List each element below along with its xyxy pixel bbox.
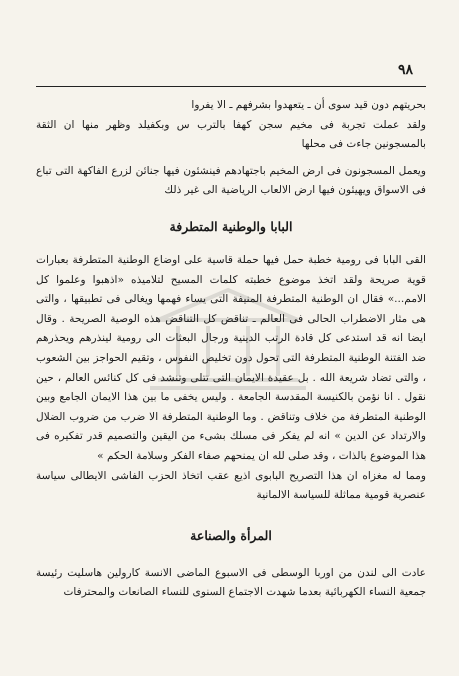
- page-number: ٩٨: [397, 62, 413, 78]
- paragraph: بحريتهم دون قيد سوى أن ـ يتعهدوا بشرفهم ـ الا يفروا: [191, 99, 426, 111]
- paragraph: ويعمل المسجونون فى ارض المخيم باجتهادهم فينشئون فيها جنائن لزرع الفاكهة التى تباع فى الاسواق ويهيئون فيها ارض الالعاب الرياضية الى غير ذلك: [36, 164, 426, 197]
- section-heading: البابا والوطنية المتطرفة: [169, 218, 293, 234]
- paragraph: عادت الى لندن من اوربا الوسطى فى الاسبوع الماضى الانسة كارولين هاسليت رئيسة جمعية النساء الكهربائية بعدما شهدت الاجتماع السنوى للنساء الصانعات والمحترفات: [36, 566, 426, 599]
- paragraph: ولقد عملت تجربة فى مخيم سجن كهفا بالترب س وبكفيلد وظهر منها ان الثقة بالمسجونين جاءت فى محلها: [36, 118, 426, 151]
- paragraph: القى البابا فى رومية خطبة حمل فيها حملة قاسية على اوضاع الوطنية المتطرفة بعبارات قوية صريحة ولقد اتخذ موضوع خطبته كلمات المسيح لتلاميذه «اذهبوا وعلموا كل الامم...» فقال ان الوطنية المتطرفة المنيفة التى يساء فهمها ويغالى فى تطبيقها ، والتى هى مثار الاضطراب الحالى فى العالم ـ تناقض كل التناقض هذه الوصية الصريحة . وقال ايضا انه قد استدعى كل قادة الرتب الدينية ورجال البعثات الى رومية لينذرهم ويحذرهم ضد الفتنة الوطنية المتطرفة التى تحول دون تخليص النفوس ، وتقيم الحواجز بين الشعوب ، والتى تضاد شريعة الله . بل عقيدة الايمان التى تتلى وتنشد فى كل كنائس العالم ، حين نقول . انا نؤمن بالكنيسة المقدسة الجامعة . وليس يخفى ما بين هذا الايمان الجامع وبين الوطنية المتطرفة من خلاف وتناقض . وما الوطنية المتطرفة الا ضرب من ضروب الضلال والارتداد عن الدين » انه لم يفكر فى مسلك بشىء من اليقين والتصميم قدر تفكيره فى هذا الموضوع بالذات ، وقد صلى لله ان يمنحهم صفاء الفكر وسلامة الحكم »: [36, 253, 427, 462]
- header-rule: [36, 86, 426, 87]
- paragraph: ومما له مغزاه ان هذا التصريح البابوى اذيع عقب اتخاذ الحزب الفاشى الايطالى سياسة عنصرية قومية مماثلة للسياسة الالمانية: [36, 469, 426, 502]
- article-body: [36, 96, 426, 603]
- section-heading: المرأة والصناعة: [190, 527, 272, 543]
